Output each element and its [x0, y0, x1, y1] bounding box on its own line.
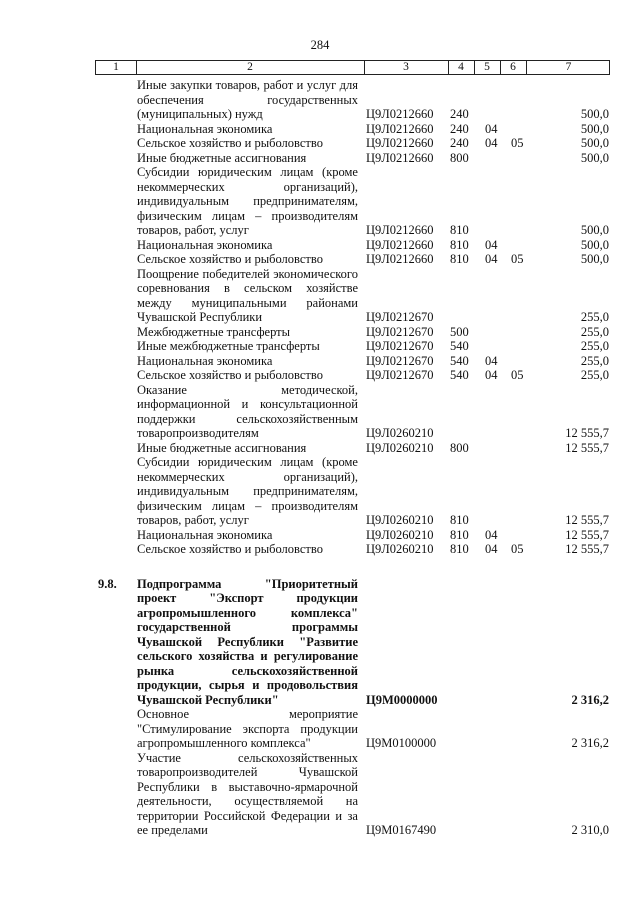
row-name: Национальная экономика	[137, 353, 273, 368]
row-col-4: 500	[450, 324, 469, 339]
row-code: Ц9Л0212660	[366, 150, 434, 165]
row-code: Ц9Л0212660	[366, 121, 434, 136]
row-name: Межбюджетные трансферты	[137, 324, 291, 339]
row-amount: 12 555,7	[565, 440, 609, 455]
row-col-5: 04	[485, 542, 498, 556]
table-row	[0, 441, 640, 456]
table-row	[0, 267, 640, 325]
header-col-1: 1	[113, 61, 119, 73]
header-col-2: 2	[247, 61, 253, 73]
row-amount: 12 555,7	[565, 513, 609, 527]
row-amount: 12 555,7	[565, 542, 609, 556]
row-name: Подпрограмма "Приоритетный проект "Экспорт продукции агропромышленного комплекса" государственной программы Чувашской Республики "Развитие сельского хозяйства и регулирование рынка сельскохозяйственной продукции, сырья и продовольствия Чувашской Республики"	[137, 576, 358, 707]
row-code: Ц9Л0260210	[366, 440, 434, 455]
row-col-4: 240	[450, 136, 469, 150]
row-col-5: 04	[485, 237, 498, 252]
table-row	[0, 325, 640, 340]
row-code: Ц9М0100000	[366, 736, 437, 750]
row-amount: 2 310,0	[571, 823, 609, 837]
row-name: Национальная экономика	[137, 527, 273, 542]
table-row	[0, 528, 640, 543]
row-col-4: 810	[450, 542, 469, 556]
row-col-4: 540	[450, 339, 469, 353]
table-row	[0, 577, 640, 708]
row-name: Сельское хозяйство и рыболовство	[137, 136, 323, 150]
table-row	[0, 339, 640, 354]
row-col-6: 05	[511, 252, 524, 266]
header-col-5: 5	[484, 61, 490, 73]
row-code: Ц9Л0212660	[366, 136, 434, 150]
header-col-4: 4	[458, 61, 464, 73]
table-row	[0, 122, 640, 137]
row-code: Ц9Л0212660	[366, 223, 434, 237]
row-col-4: 800	[450, 440, 469, 455]
row-name: Сельское хозяйство и рыболовство	[137, 252, 323, 266]
row-number: 9.8.	[98, 576, 117, 591]
row-name: Поощрение победителей экономического соревнования в сельском хозяйстве между муниципальными районами Чувашской Республики	[137, 266, 358, 324]
row-amount: 255,0	[580, 324, 609, 339]
table-row	[0, 354, 640, 369]
row-col-4: 540	[450, 368, 469, 382]
row-col-5: 04	[485, 353, 498, 368]
row-col-5: 04	[485, 121, 498, 136]
row-code: Ц9Л0212660	[366, 252, 434, 266]
page-number: 284	[310, 38, 330, 52]
header-col-7: 7	[565, 61, 572, 73]
row-code: Ц9Л0260210	[366, 513, 434, 527]
row-col-5: 04	[485, 136, 498, 150]
row-name: Субсидии юридическим лицам (кроме некоммерческих организаций), индивидуальным предпринимателям, физическим лицам – производителям товаров, работ, услуг	[137, 165, 358, 237]
row-code: Ц9Л0212660	[366, 237, 434, 252]
row-col-5: 04	[485, 527, 498, 542]
row-col-4: 810	[450, 237, 469, 252]
row-name: Национальная экономика	[137, 237, 273, 252]
table-row	[0, 383, 640, 441]
row-amount: 12 555,7	[565, 527, 609, 542]
row-code: Ц9Л0212670	[366, 310, 434, 324]
row-code: Ц9Л0212670	[366, 368, 434, 382]
row-col-4: 810	[450, 527, 469, 542]
table-row	[0, 136, 640, 151]
row-amount: 12 555,7	[565, 426, 609, 440]
row-code: Ц9Л0212670	[366, 324, 434, 339]
row-col-4: 240	[450, 121, 469, 136]
row-amount: 500,0	[580, 150, 609, 165]
header-col-6: 6	[510, 61, 516, 73]
row-amount: 255,0	[580, 368, 609, 382]
row-amount: 500,0	[580, 223, 609, 237]
row-code: Ц9Л0212670	[366, 339, 434, 353]
row-col-5: 04	[485, 368, 498, 382]
row-col-6: 05	[511, 136, 524, 150]
table-row	[0, 252, 640, 267]
row-code: Ц9Л0260210	[366, 542, 434, 556]
row-amount: 500,0	[580, 237, 609, 252]
row-name: Национальная экономика	[137, 121, 273, 136]
row-col-6: 05	[511, 368, 524, 382]
row-amount: 255,0	[580, 339, 609, 353]
table-row	[0, 238, 640, 253]
header-col-3: 3	[403, 61, 409, 73]
row-name: Иные бюджетные ассигнования	[137, 440, 307, 455]
row-amount: 2 316,2	[571, 692, 609, 707]
table-row	[0, 455, 640, 528]
row-amount: 500,0	[580, 121, 609, 136]
row-amount: 2 316,2	[571, 736, 609, 750]
row-name: Сельское хозяйство и рыболовство	[137, 368, 323, 382]
row-code: Ц9Л0212660	[366, 107, 434, 121]
row-amount: 500,0	[580, 252, 609, 266]
row-spacer	[0, 557, 640, 577]
row-col-4: 810	[450, 223, 469, 237]
row-col-4: 810	[450, 513, 469, 527]
row-code: Ц9М0167490	[366, 823, 437, 837]
row-name: Оказание методической, информационной и консультационной поддержки сельскохозяйственным товаропроизводителям	[137, 382, 358, 440]
row-amount: 255,0	[580, 310, 609, 324]
table-row	[0, 368, 640, 383]
table-row	[0, 165, 640, 238]
row-name: Иные закупки товаров, работ и услуг для обеспечения государственных (муниципальных) нужд	[137, 78, 358, 121]
row-code: Ц9Л0260210	[366, 426, 434, 440]
row-col-5: 04	[485, 252, 498, 266]
row-name: Сельское хозяйство и рыболовство	[137, 542, 323, 556]
row-name: Основное мероприятие "Стимулирование экспорта продукции агропромышленного комплекса"	[137, 707, 358, 750]
row-code: Ц9Л0260210	[366, 527, 434, 542]
row-name: Иные бюджетные ассигнования	[137, 150, 307, 165]
table-row	[0, 751, 640, 838]
table-row	[0, 707, 640, 751]
row-code: Ц9Л0212670	[366, 353, 434, 368]
row-col-4: 240	[450, 107, 469, 121]
row-col-6: 05	[511, 542, 524, 556]
row-name: Субсидии юридическим лицам (кроме некоммерческих организаций), индивидуальным предпринимателям, физическим лицам – производителям товаров, работ, услуг	[137, 455, 358, 527]
row-name: Участие сельскохозяйственных товаропроизводителей Чувашской Республики в выставочно-ярмарочной деятельности, осуществляемой на территории Российской Федерации и за ее пределами	[137, 750, 358, 837]
table-row	[0, 542, 640, 557]
table-body	[0, 78, 640, 838]
row-col-4: 540	[450, 353, 469, 368]
row-amount: 500,0	[580, 136, 609, 150]
row-code: Ц9М0000000	[366, 692, 438, 707]
row-col-4: 810	[450, 252, 469, 266]
row-name: Иные межбюджетные трансферты	[137, 339, 320, 353]
row-amount: 255,0	[580, 353, 609, 368]
table-row	[0, 78, 640, 122]
row-amount: 500,0	[580, 107, 609, 121]
table-row	[0, 151, 640, 166]
table-header	[95, 60, 610, 75]
row-col-4: 800	[450, 150, 469, 165]
